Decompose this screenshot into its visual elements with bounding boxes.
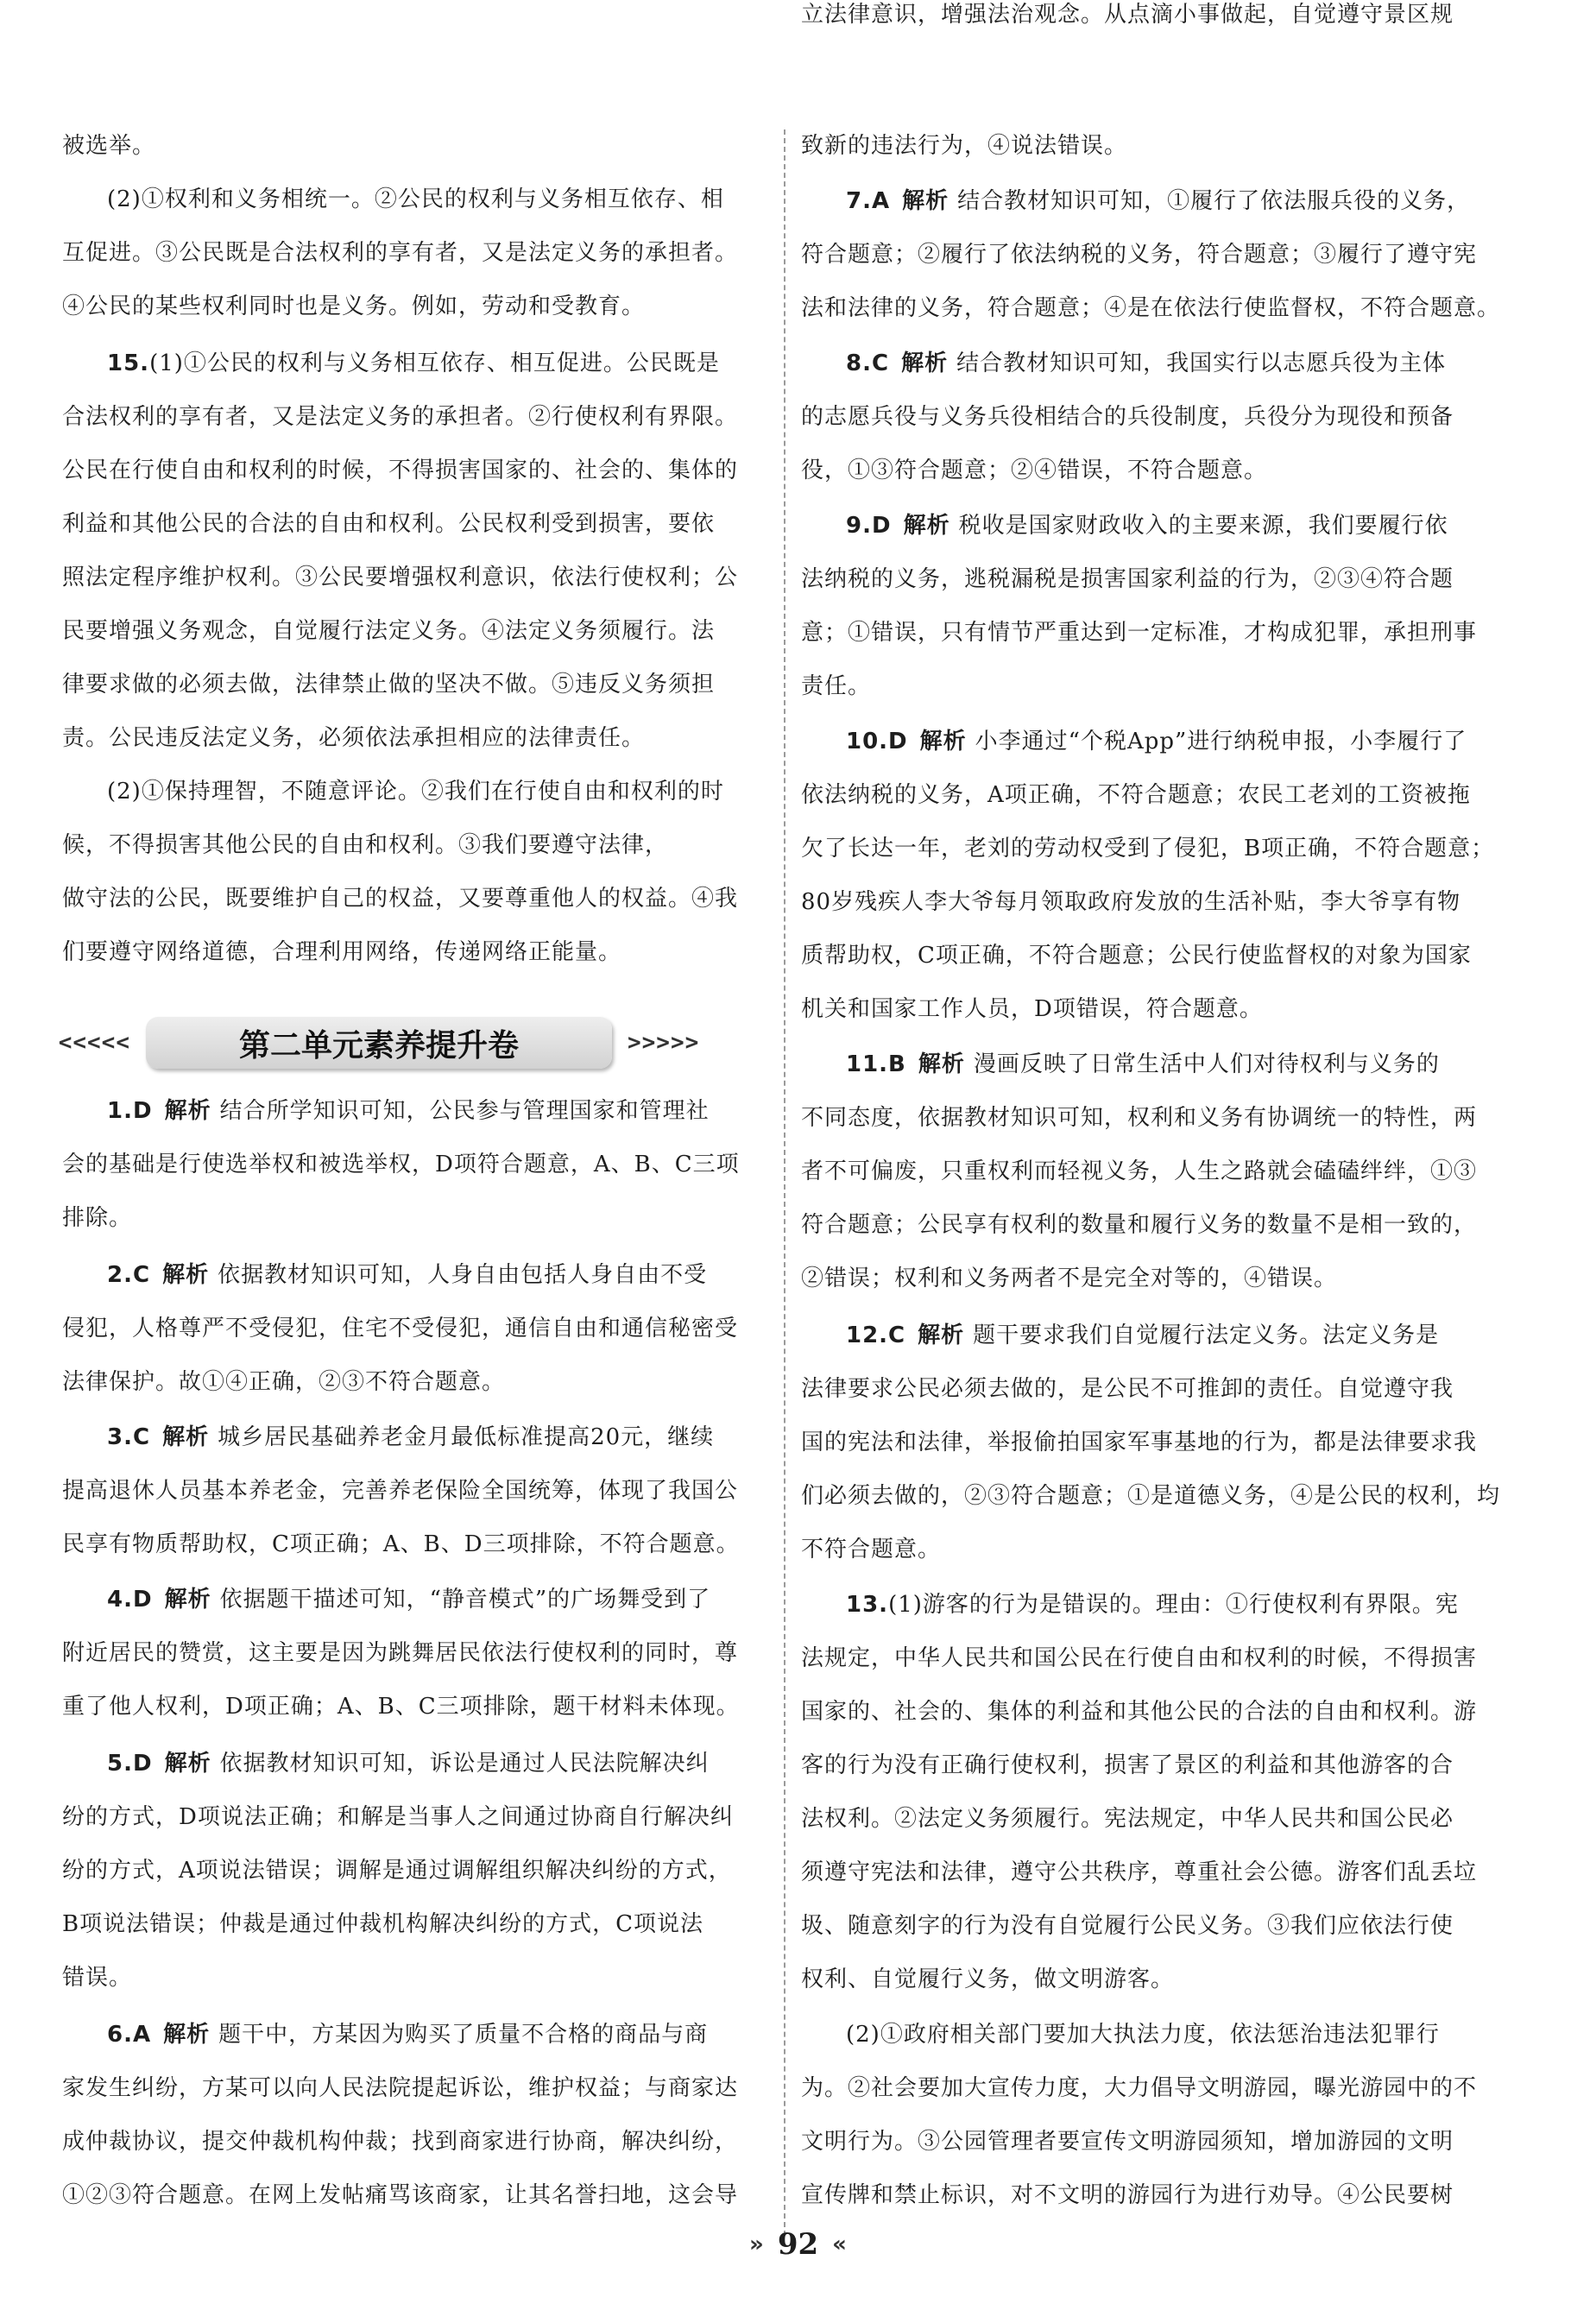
line-text: 提高退休人员基本养老金，完善养老保险全国统筹，体现了我国公	[62, 1478, 739, 1504]
right-text-line	[801, 1535, 1511, 1564]
line-text: 题干要求我们自觉履行法定义务。法定义务是	[973, 1322, 1440, 1348]
line-text: (2)①政府相关部门要加大执法力度，依法惩治违法犯罪行	[846, 2022, 1440, 2048]
analysis-label: 解析	[162, 1424, 210, 1450]
footer-left-mark: »	[749, 2231, 764, 2257]
left-text-line	[62, 937, 770, 967]
left-text-line	[62, 2074, 770, 2103]
left-text-line	[62, 1963, 770, 1992]
right-text-line	[801, 1965, 1511, 1994]
line-text: (2)①权利和义务相统一。②公民的权利与义务相互依存、相	[107, 186, 724, 212]
line-text: 公民在行使自由和权利的时候，不得损害国家的、社会的、集体的	[62, 458, 739, 483]
line-text: 文明行为。③公园管理者要宣传文明游园须知，增加游园的文明	[801, 2129, 1454, 2155]
right-text-line	[801, 618, 1511, 647]
left-text-line	[62, 1530, 770, 1559]
line-text: 致新的违法行为，④说法错误。	[801, 133, 1128, 159]
left-text-line	[62, 2020, 770, 2049]
line-text: 纷的方式，A项说法错误；调解是通过调解组织解决纠纷的方式，	[62, 1858, 732, 1884]
line-text: 质帮助权，C项正确，不符合题意；公民行使监督权的对象为国家	[801, 943, 1472, 969]
line-text: 照法定程序维护权利。③公民要增强权利意识，依法行使权利；公	[62, 565, 739, 590]
analysis-label: 解析	[164, 1098, 211, 1124]
footer-right-mark: «	[832, 2231, 847, 2257]
left-text-line	[62, 1150, 770, 1179]
left-text-line	[62, 1749, 770, 1778]
analysis-label: 解析	[164, 1751, 211, 1777]
line-text: 排除。	[62, 1205, 133, 1231]
left-text-line	[62, 1476, 770, 1505]
line-text: 符合题意；公民享有权利的数量和履行义务的数量不是相一致的，	[801, 1212, 1478, 1238]
line-text: 候，不得损害其他公民的自由和权利。③我们要遵守法律，	[62, 832, 669, 858]
right-text-line	[801, 834, 1511, 863]
right-text-line	[801, 727, 1511, 756]
right-text-line	[801, 1804, 1511, 1834]
right-text-line	[801, 1590, 1511, 1619]
right-text-line	[801, 941, 1511, 970]
line-text: 依据教材知识可知，诉讼是通过人民法院解决纠	[219, 1751, 710, 1777]
right-text-line	[801, 2074, 1511, 2103]
column-divider	[784, 129, 785, 2236]
line-text: 互促进。③公民既是合法权利的享有者，又是法定义务的承担者。	[62, 240, 739, 266]
left-text-line	[62, 830, 770, 860]
line-text: 法律要求公民必须去做的，是公民不可推卸的责任。自觉遵守我	[801, 1376, 1454, 1402]
left-text-line	[62, 456, 770, 485]
right-text-line	[801, 887, 1511, 917]
right-text-line	[801, 2127, 1511, 2156]
right-text-line	[801, 1157, 1511, 1186]
line-text: 国家的、社会的、集体的利益和其他公民的合法的自由和权利。游	[801, 1699, 1478, 1725]
right-text-line	[801, 780, 1511, 810]
left-text-line	[62, 1692, 770, 1721]
right-text-line	[801, 349, 1511, 378]
left-text-line	[62, 2127, 770, 2156]
line-text: 民享有物质帮助权，C项正确；A、B、D三项排除，不符合题意。	[62, 1531, 740, 1557]
right-text-line	[801, 456, 1511, 485]
left-text-line	[62, 131, 770, 161]
question-number: 2.C	[107, 1262, 151, 1288]
right-text-line	[801, 1103, 1511, 1133]
right-text-line	[801, 672, 1511, 701]
right-text-line	[801, 994, 1511, 1024]
section-title: 第二单元素养提升卷	[146, 1017, 612, 1069]
line-text: 题干中，方某因为购买了质量不合格的商品与商	[218, 2022, 709, 2048]
line-text: 侵犯，人格尊严不受侵犯，住宅不受侵犯，通信自由和通信秘密受	[62, 1316, 739, 1341]
line-text: ④公民的某些权利同时也是义务。例如，劳动和受教育。	[62, 294, 646, 319]
line-text: 为。②社会要加大宣传力度，大力倡导文明游园，曝光游园中的不	[801, 2075, 1478, 2101]
right-text-line	[801, 240, 1511, 269]
line-text: 法纳税的义务，逃税漏税是损害国家利益的行为，②③④符合题	[801, 566, 1454, 592]
question-number: 4.D	[107, 1587, 153, 1613]
right-text-line	[801, 1481, 1511, 1511]
left-text-line	[62, 349, 770, 378]
line-text: 法权利。②法定义务须履行。宪法规定，中华人民共和国公民必	[801, 1806, 1454, 1832]
page-number: 92	[777, 2227, 819, 2262]
line-text: 责。公民违反法定义务，必须依法承担相应的法律责任。	[62, 725, 646, 751]
left-text-line	[62, 1367, 770, 1397]
line-text: 附近居民的赞赏，这主要是因为跳舞居民依法行使权利的同时，尊	[62, 1640, 739, 1666]
right-text-line	[801, 402, 1511, 432]
analysis-label: 解析	[903, 513, 950, 539]
analysis-label: 解析	[902, 188, 949, 214]
right-text-line	[801, 1264, 1511, 1293]
left-text-line	[62, 884, 770, 913]
line-text: 意；①错误，只有情节严重达到一定标准，才构成犯罪，承担刑事	[801, 620, 1478, 646]
line-text: 们要遵守网络道德，合理利用网络，传递网络正能量。	[62, 939, 622, 965]
line-text: 错误。	[62, 1965, 133, 1991]
right-text-line	[801, 1210, 1511, 1240]
right-text-line	[801, 1374, 1511, 1404]
left-text-line	[62, 616, 770, 646]
line-text: 依据题干描述可知，“静音模式”的广场舞受到了	[219, 1587, 711, 1613]
banner-right-arrows: >>>>>	[628, 1030, 700, 1056]
left-text-line	[62, 1096, 770, 1126]
line-text: ①②③符合题意。在网上发帖痛骂该商家，让其名誉扫地，这会导	[62, 2182, 739, 2208]
right-text-line	[801, 511, 1511, 540]
line-text: 被选举。	[62, 133, 156, 159]
left-text-line	[62, 1314, 770, 1343]
analysis-label: 解析	[901, 350, 949, 376]
line-text: 立法律意识，增强法治观念。从点滴小事做起，自觉遵守景区规	[801, 2, 1454, 28]
left-text-line	[62, 1423, 770, 1452]
right-text-line	[801, 1751, 1511, 1780]
left-text-line	[62, 670, 770, 699]
line-text: 符合题意；②履行了依法纳税的义务，符合题意；③履行了遵守宪	[801, 242, 1478, 268]
question-number: 13.	[846, 1592, 889, 1618]
analysis-label: 解析	[164, 1587, 211, 1613]
question-number: 5.D	[107, 1751, 153, 1777]
line-text: 责任。	[801, 673, 872, 699]
right-text-line	[801, 1050, 1511, 1079]
line-text: 纷的方式，D项说法正确；和解是当事人之间通过协商自行解决纠	[62, 1804, 734, 1830]
banner-left-arrows: <<<<<	[58, 1030, 130, 1056]
right-text-line	[801, 1858, 1511, 1887]
right-text-line	[801, 1644, 1511, 1673]
question-number: 3.C	[107, 1424, 151, 1450]
line-text: 欠了长达一年，老刘的劳动权受到了侵犯，B项正确，不符合题意；	[801, 836, 1495, 862]
question-number: 11.B	[846, 1051, 906, 1077]
page-footer	[0, 2227, 1596, 2262]
right-text-line	[801, 2181, 1511, 2210]
left-text-line	[62, 509, 770, 539]
line-text: 税收是国家财政收入的主要来源，我们要履行依	[958, 513, 1448, 539]
line-text: 不同态度，依据教材知识可知，权利和义务有协调统一的特性，两	[801, 1105, 1478, 1131]
analysis-label: 解析	[918, 1051, 965, 1077]
right-text-line	[801, 0, 1511, 29]
line-text: 法规定，中华人民共和国公民在行使自由和权利的时候，不得损害	[801, 1645, 1478, 1671]
right-text-line	[801, 1321, 1511, 1350]
line-text: 重了他人权利，D项正确；A、B、C三项排除，题干材料未体现。	[62, 1694, 740, 1720]
line-text: 结合教材知识可知，①履行了依法服兵役的义务，	[957, 188, 1471, 214]
line-text: (1)①公民的权利与义务相互依存、相互促进。公民既是	[149, 350, 720, 376]
left-text-line	[62, 238, 770, 268]
analysis-label: 解析	[163, 2022, 211, 2048]
line-text: 法和法律的义务，符合题意；④是在依法行使监督权，不符合题意。	[801, 295, 1501, 321]
left-text-line	[62, 402, 770, 432]
analysis-label: 解析	[919, 729, 967, 754]
line-text: 城乡居民基础养老金月最低标准提高20元，继续	[218, 1424, 715, 1450]
left-text-line	[62, 292, 770, 321]
line-text: 圾、随意刻字的行为没有自觉履行公民义务。③我们应依法行使	[801, 1913, 1454, 1939]
line-text: 们必须去做的，②③符合题意；①是道德义务，④是公民的权利，均	[801, 1483, 1501, 1509]
line-text: 结合所学知识可知，公民参与管理国家和管理社	[219, 1098, 710, 1124]
question-number: 8.C	[846, 350, 890, 376]
right-text-line	[801, 294, 1511, 323]
line-text: 小李通过“个税App”进行纳税申报，小李履行了	[975, 729, 1467, 754]
right-text-line	[801, 186, 1511, 216]
left-text-line	[62, 1203, 770, 1233]
line-text: 宣传牌和禁止标识，对不文明的游园行为进行劝导。④公民要树	[801, 2182, 1454, 2208]
line-text: 家发生纠纷，方某可以向人民法院提起诉讼，维护权益；与商家达	[62, 2075, 739, 2101]
line-text: 会的基础是行使选举权和被选举权，D项符合题意，A、B、C三项	[62, 1152, 740, 1177]
analysis-label: 解析	[162, 1262, 210, 1288]
right-text-line	[801, 1697, 1511, 1726]
question-number: 7.A	[846, 188, 891, 214]
left-text-line	[62, 1638, 770, 1668]
line-text: 80岁残疾人李大爷每月领取政府发放的生活补贴，李大爷享有物	[801, 889, 1461, 915]
line-text: 漫画反映了日常生活中人们对待权利与义务的	[973, 1051, 1440, 1077]
line-text: 依法纳税的义务，A项正确，不符合题意；农民工老刘的工资被拖	[801, 782, 1471, 808]
line-text: 客的行为没有正确行使权利，损害了景区的利益和其他游客的合	[801, 1752, 1454, 1778]
line-text: (2)①保持理智，不随意评论。②我们在行使自由和权利的时	[107, 779, 724, 805]
line-text: (1)游客的行为是错误的。理由：①行使权利有界限。宪	[888, 1592, 1459, 1618]
analysis-label: 解析	[918, 1322, 965, 1348]
left-text-line	[62, 723, 770, 753]
line-text: 依据教材知识可知，人身自由包括人身自由不受	[218, 1262, 708, 1288]
question-number: 12.C	[846, 1322, 906, 1348]
right-text-line	[801, 1911, 1511, 1941]
line-text: 不符合题意。	[801, 1537, 942, 1562]
line-text: 成仲裁协议，提交仲裁机构仲裁；找到商家进行协商，解决纠纷，	[62, 2129, 739, 2155]
right-text-line	[801, 565, 1511, 594]
section-banner	[26, 1017, 732, 1069]
line-text: 法律保护。故①④正确，②③不符合题意。	[62, 1369, 506, 1395]
right-text-line	[801, 2020, 1511, 2049]
line-text: 者不可偏废，只重权利而轻视义务，人生之路就会磕磕绊绊，①③	[801, 1158, 1478, 1184]
line-text: 律要求做的必须去做，法律禁止做的坚决不做。⑤违反义务须担	[62, 672, 716, 698]
left-text-line	[62, 185, 770, 214]
line-text: 须遵守宪法和法律，遵守公共秩序，尊重社会公德。游客们乱丢垃	[801, 1859, 1478, 1885]
left-text-line	[62, 1909, 770, 1939]
question-number: 10.D	[846, 729, 908, 754]
line-text: 合法权利的享有者，又是法定义务的承担者。②行使权利有界限。	[62, 404, 739, 430]
left-text-line	[62, 2181, 770, 2210]
left-text-line	[62, 1802, 770, 1832]
line-text: 的志愿兵役与义务兵役相结合的兵役制度，兵役分为现役和预备	[801, 404, 1454, 430]
left-text-line	[62, 563, 770, 592]
line-text: 利益和其他公民的合法的自由和权利。公民权利受到损害，要依	[62, 511, 716, 537]
right-text-line	[801, 1428, 1511, 1457]
question-number: 1.D	[107, 1098, 153, 1124]
line-text: 权利、自觉履行义务，做文明游客。	[801, 1966, 1175, 1992]
question-number: 6.A	[107, 2022, 152, 2048]
question-number: 9.D	[846, 513, 892, 539]
line-text: 做守法的公民，既要维护自己的权益，又要尊重他人的权益。④我	[62, 886, 739, 912]
right-text-line	[801, 131, 1511, 161]
line-text: 民要增强义务观念，自觉履行法定义务。④法定义务须履行。法	[62, 618, 716, 644]
line-text: 结合教材知识可知，我国实行以志愿兵役为主体	[956, 350, 1447, 376]
line-text: 机关和国家工作人员，D项错误，符合题意。	[801, 996, 1263, 1022]
left-text-line	[62, 1585, 770, 1614]
line-text: 国的宪法和法律，举报偷拍国家军事基地的行为，都是法律要求我	[801, 1430, 1478, 1455]
left-text-line	[62, 1260, 770, 1290]
question-number: 15.	[107, 350, 150, 376]
left-text-line	[62, 1856, 770, 1885]
line-text: 役，①③符合题意；②④错误，不符合题意。	[801, 458, 1268, 483]
line-text: ②错误；权利和义务两者不是完全对等的，④错误。	[801, 1266, 1338, 1291]
left-text-line	[62, 777, 770, 806]
line-text: B项说法错误；仲裁是通过仲裁机构解决纠纷的方式，C项说法	[62, 1911, 704, 1937]
